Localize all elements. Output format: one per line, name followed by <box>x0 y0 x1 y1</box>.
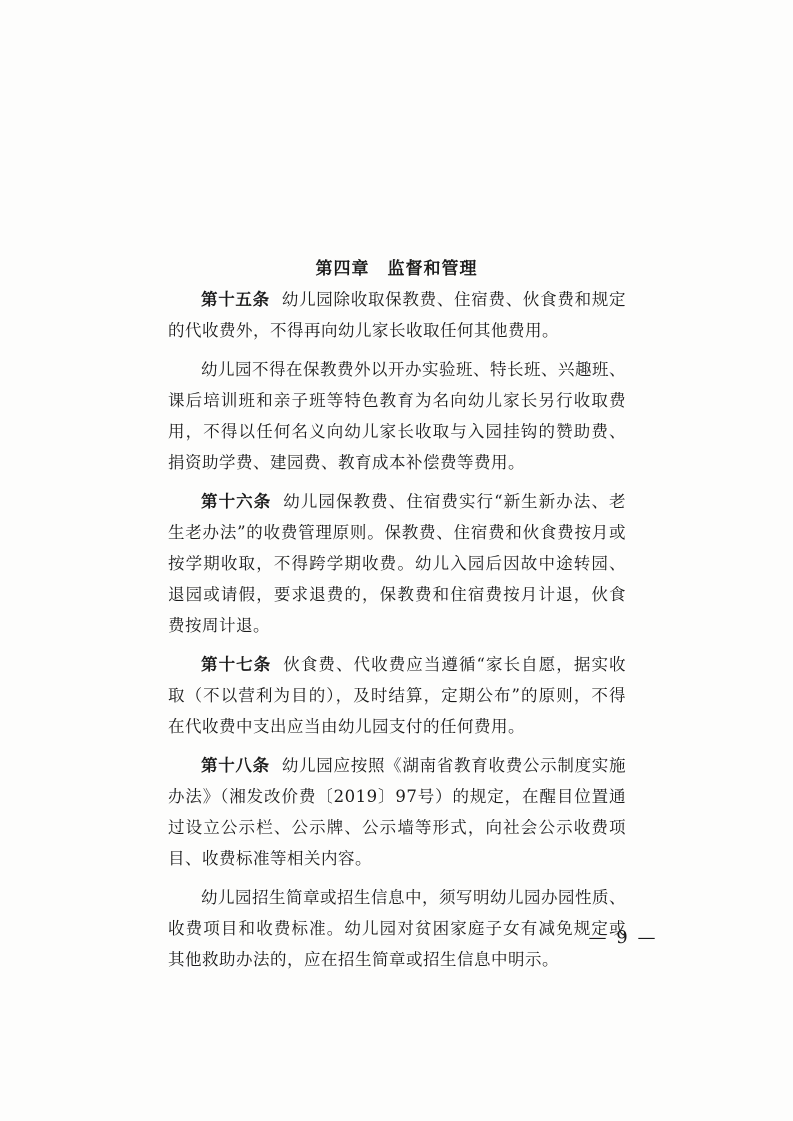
article-text: 伙食费、代收费应当遵循“家长自愿，据实收取（不以营利为目的），及时结算，定期公布”的原则，不得在代收费中支出应当由幼儿园支付的任何费用。 <box>168 655 627 736</box>
article-label: 第十五条 <box>201 290 270 309</box>
article-text: 幼儿园除收取保教费、住宿费、伙食费和规定的代收费外，不得再向幼儿家长收取任何其他费用。 <box>168 290 627 340</box>
body-text <box>168 284 626 981</box>
paragraph-text: 幼儿园招生简章或招生信息中，须写明幼儿园办园性质、收费项目和收费标准。幼儿园对贫困家庭子女有减免规定或其他救助办法的，应在招生简章或招生信息中明示。 <box>168 888 626 969</box>
article-18 <box>168 750 626 874</box>
page-number: — 9 — <box>588 927 658 948</box>
article-18-paragraph-2 <box>168 882 626 975</box>
paragraph-text: 幼儿园不得在保教费外以开办实验班、特长班、兴趣班、课后培训班和亲子班等特色教育为名向幼儿家长另行收取费用，不得以任何名义向幼儿家长收取与入园挂钩的赞助费、捐资助学费、建园费、教育成本补偿费等费用。 <box>168 360 626 472</box>
chapter-title: 第四章 监督和管理 <box>315 259 478 279</box>
article-label: 第十七条 <box>201 655 272 674</box>
article-text: 幼儿园应按照《湖南省教育收费公示制度实施办法》（湘发改价费〔2019〕97号）的规定，在醒目位置通过设立公示栏、公示牌、公示墙等形式，向社会公示收费项目、收费标准等相关内容。 <box>168 756 627 868</box>
article-label: 第十八条 <box>201 756 270 775</box>
article-16 <box>168 486 626 641</box>
article-15 <box>168 284 626 346</box>
article-15-paragraph-2 <box>168 354 626 478</box>
article-17 <box>168 649 626 742</box>
article-label: 第十六条 <box>201 492 272 511</box>
article-text: 幼儿园保教费、住宿费实行“新生新办法、老生老办法”的收费管理原则。保教费、住宿费和伙食费按月或按学期收取，不得跨学期收费。幼儿入园后因故中途转园、退园或请假，要求退费的，保教费和住宿费按月计退，伙食费按周计退。 <box>168 492 627 635</box>
